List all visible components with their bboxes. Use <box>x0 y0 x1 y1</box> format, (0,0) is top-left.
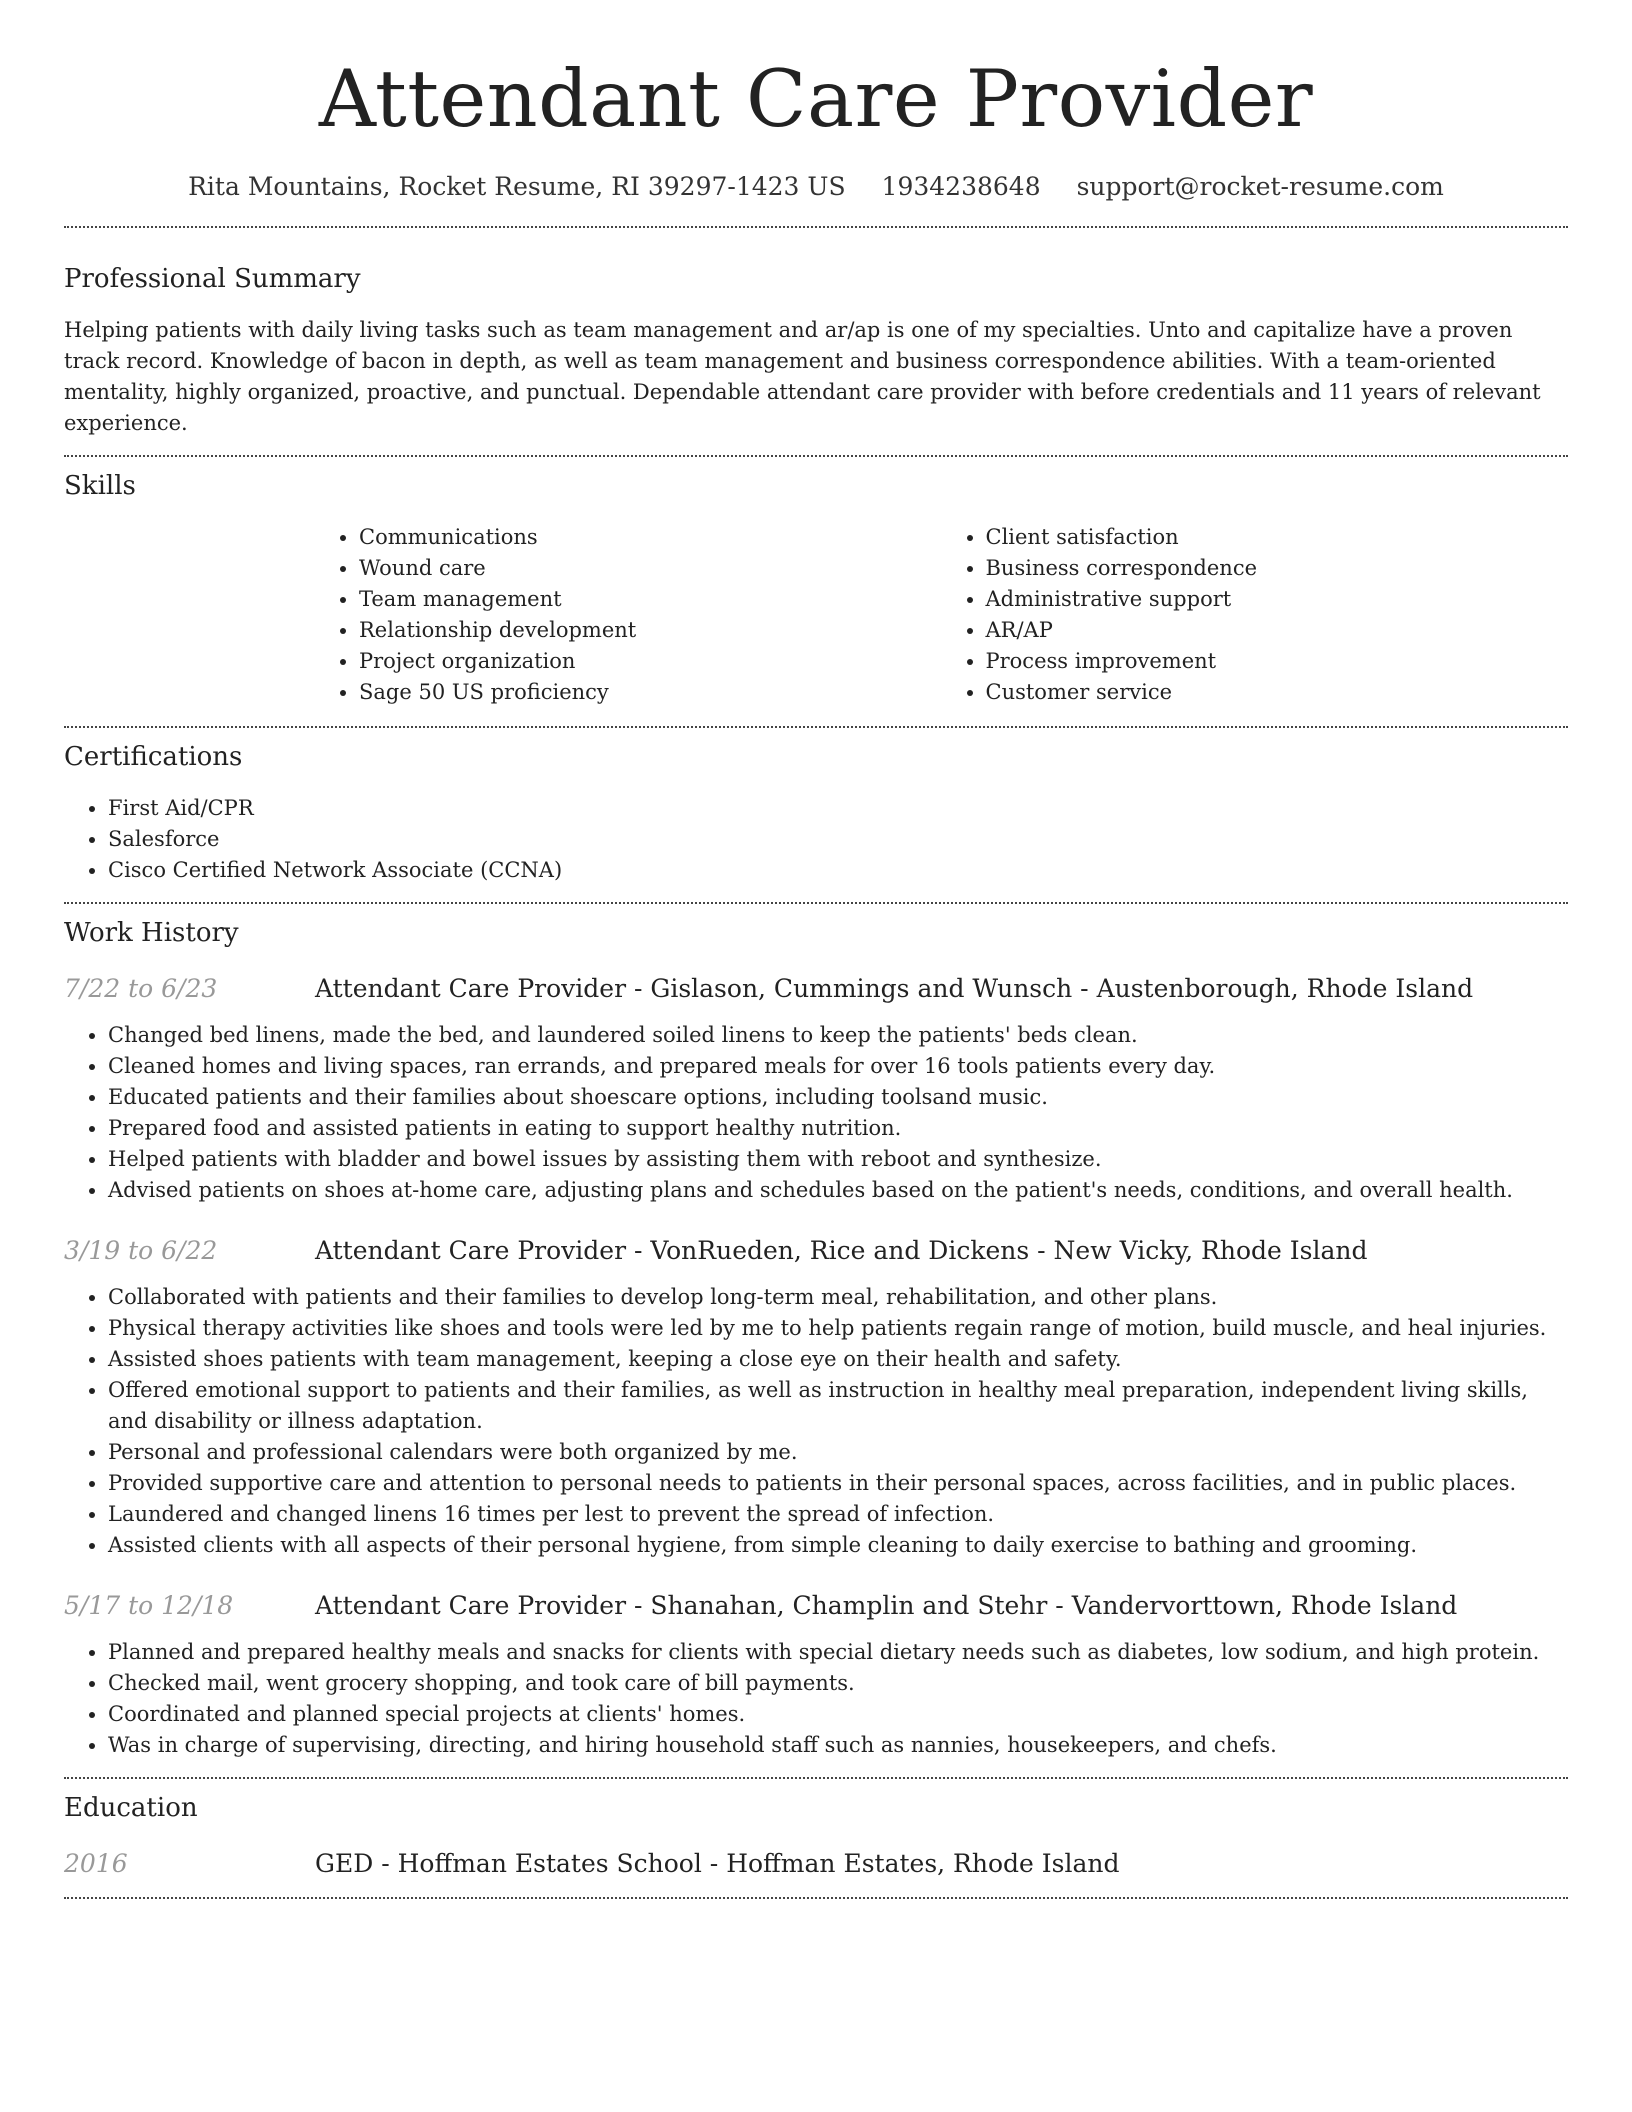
list-item: • Assisted shoes patients with team management, keeping a close eye on their health and safety. <box>108 1344 1568 1375</box>
phone-text: 1934238648 <box>881 172 1041 201</box>
list-item: • First Aid/CPR <box>108 793 1568 824</box>
job-title: Attendant Care Provider - Gislason, Cummings and Wunsch - Austenborough, Rhode Island <box>315 974 1474 1003</box>
job-dates: 5/17 to 12/18 <box>64 1591 234 1620</box>
list-item: • Client satisfaction <box>986 522 1569 553</box>
job-bullets <box>64 1020 1568 1206</box>
divider <box>64 1897 1568 1899</box>
list-item: • Physical therapy activities like shoes and tools were led by me to help patients regain range of motion, build muscle, and heal injuries. <box>108 1313 1568 1344</box>
list-item: • Process improvement <box>986 646 1569 677</box>
job-header <box>64 972 1568 1006</box>
list-item: • Cisco Certified Network Associate (CCNA) <box>108 855 1568 886</box>
list-item: • Coordinated and planned special projects at clients' homes. <box>108 1699 1568 1730</box>
list-item: • Was in charge of supervising, directing, and hiring household staff such as nannies, housekeepers, and chefs. <box>108 1730 1568 1761</box>
skills-list-left <box>315 522 942 708</box>
summary-section <box>64 228 1568 455</box>
list-item: • Relationship development <box>359 615 942 646</box>
list-item: • Customer service <box>986 677 1569 708</box>
job-bullets <box>64 1637 1568 1761</box>
list-item: • Advised patients on shoes at-home care, adjusting plans and schedules based on the patient's needs, conditions, and overall health. <box>108 1175 1568 1206</box>
page-title: Attendant Care Provider <box>318 53 1314 145</box>
job-entry <box>64 1234 1568 1561</box>
address-text: Rita Mountains, Rocket Resume, RI 39297-1423 US <box>188 172 846 201</box>
list-item: • Team management <box>359 584 942 615</box>
list-item: • Planned and prepared healthy meals and snacks for clients with special dietary needs such as diabetes, low sodium, and high protein. <box>108 1637 1568 1668</box>
list-item: • Checked mail, went grocery shopping, and took care of bill payments. <box>108 1668 1568 1699</box>
work-history-section <box>64 904 1568 1777</box>
section-heading: Education <box>64 1793 198 1823</box>
list-item: • Offered emotional support to patients and their families, as well as instruction in healthy meal preparation, independent living skills, and disability or illness adaptation. <box>108 1375 1568 1437</box>
education-entry <box>64 1847 1568 1881</box>
list-item: • Assisted clients with all aspects of their personal hygiene, from simple cleaning to daily exercise to bathing and grooming. <box>108 1530 1568 1561</box>
contact-line <box>64 170 1568 204</box>
certifications-section <box>64 728 1568 902</box>
job-bullets <box>64 1282 1568 1561</box>
list-item: • Laundered and changed linens 16 times per lest to prevent the spread of infection. <box>108 1499 1568 1530</box>
list-item: • Prepared food and assisted patients in eating to support healthy nutrition. <box>108 1113 1568 1144</box>
certifications-list <box>64 793 1568 886</box>
list-item: • Wound care <box>359 553 942 584</box>
section-heading: Skills <box>64 471 136 501</box>
list-item: • Collaborated with patients and their families to develop long-term meal, rehabilitation, and other plans. <box>108 1282 1568 1313</box>
list-item: • Project organization <box>359 646 942 677</box>
job-entry <box>64 1589 1568 1761</box>
list-item: • Personal and professional calendars were both organized by me. <box>108 1437 1568 1468</box>
skills-section <box>64 457 1568 726</box>
job-dates: 7/22 to 6/23 <box>64 974 218 1003</box>
list-item: • AR/AP <box>986 615 1569 646</box>
list-item: • Salesforce <box>108 824 1568 855</box>
summary-text: Helping patients with daily living tasks such as team management and ar/ap is one of my specialties. Unto and capitalize have a proven track record. Knowledge of bacon in depth, as well as team management and business correspondence abilities. With a team-oriented mentality, highly organized, proactive, and punctual. Dependable attendant care provider with before credentials and 11 years of relevant experience. <box>64 318 1541 435</box>
skills-grid <box>315 522 1568 708</box>
job-title: Attendant Care Provider - Shanahan, Champlin and Stehr - Vandervorttown, Rhode Island <box>315 1591 1458 1620</box>
job-entry <box>64 972 1568 1206</box>
list-item: • Cleaned homes and living spaces, ran errands, and prepared meals for over 16 tools patients every day. <box>108 1051 1568 1082</box>
email-text: support@rocket-resume.com <box>1076 172 1444 201</box>
section-heading: Work History <box>64 918 239 948</box>
list-item: • Business correspondence <box>986 553 1569 584</box>
section-heading: Professional Summary <box>64 264 361 294</box>
list-item: • Administrative support <box>986 584 1569 615</box>
list-item: • Sage 50 US proficiency <box>359 677 942 708</box>
education-section <box>64 1779 1568 1897</box>
list-item: • Communications <box>359 522 942 553</box>
job-header <box>64 1234 1568 1268</box>
education-year: 2016 <box>64 1849 128 1878</box>
job-header <box>64 1589 1568 1623</box>
list-item: • Provided supportive care and attention to personal needs to patients in their personal spaces, across facilities, and in public places. <box>108 1468 1568 1499</box>
education-title: GED - Hoffman Estates School - Hoffman Estates, Rhode Island <box>315 1849 1120 1878</box>
job-dates: 3/19 to 6/22 <box>64 1236 218 1265</box>
skills-list-right <box>942 522 1569 708</box>
list-item: • Helped patients with bladder and bowel issues by assisting them with reboot and synthesize. <box>108 1144 1568 1175</box>
list-item: • Educated patients and their families about shoescare options, including toolsand music. <box>108 1082 1568 1113</box>
section-heading: Certifications <box>64 742 243 772</box>
list-item: • Changed bed linens, made the bed, and laundered soiled linens to keep the patients' beds clean. <box>108 1020 1568 1051</box>
job-title: Attendant Care Provider - VonRueden, Rice and Dickens - New Vicky, Rhode Island <box>315 1236 1368 1265</box>
